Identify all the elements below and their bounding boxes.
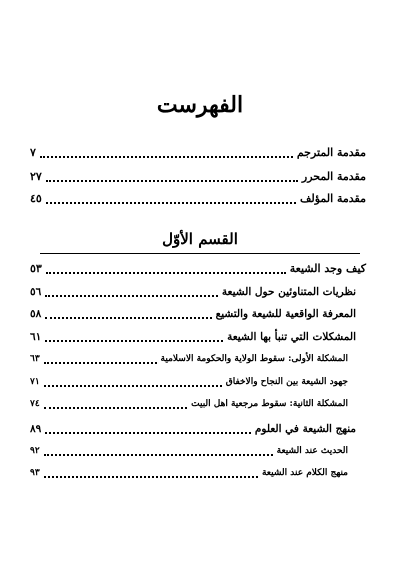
- dot-leader: [44, 362, 157, 364]
- dot-leader: [44, 454, 273, 456]
- toc-page-number: ٧٤: [30, 399, 40, 409]
- toc-entry: [30, 192, 366, 205]
- toc-entry: [30, 170, 366, 183]
- toc-page-number: ٦٣: [30, 354, 40, 364]
- dot-leader: [44, 407, 187, 409]
- toc-page-number: ٥٦: [30, 286, 42, 298]
- toc-page-number: ٥٣: [30, 262, 42, 275]
- toc-entry: [30, 354, 348, 364]
- toc-entry-label: الحديث عند الشيعة: [276, 446, 348, 456]
- toc-entry: [30, 468, 348, 478]
- toc-page-number: ٩٢: [30, 446, 40, 456]
- toc-entry-label: المشكلة الأولى: سقوط الولاية والحكومة الاسلامية: [160, 354, 348, 364]
- toc-page-number: ٩٣: [30, 468, 40, 478]
- toc-entry-label: مقدمة المترجم: [296, 146, 366, 159]
- dot-leader: [40, 156, 293, 158]
- dot-leader: [46, 202, 296, 204]
- toc-entry: [30, 286, 356, 298]
- dot-leader: [46, 272, 286, 274]
- dot-leader: [45, 340, 223, 342]
- toc-entry-label: مقدمة المؤلف: [299, 192, 366, 205]
- toc-page-number: ٤٥: [30, 192, 42, 205]
- toc-entry-label: المشكلات التي تنبأ بها الشيعة: [227, 331, 356, 343]
- toc-entry-label: المشكلة الثانية: سقوط مرجعية اهل البيت: [191, 399, 348, 409]
- toc-entry: [30, 377, 348, 387]
- toc-entry-label: مقدمة المحرر: [301, 170, 366, 183]
- toc-entry: [30, 399, 348, 409]
- dot-leader: [45, 317, 211, 319]
- toc-page-number: ٢٧: [30, 170, 42, 183]
- dot-leader: [45, 295, 218, 297]
- toc-entry-label: منهج الشيعة في العلوم: [254, 423, 356, 435]
- dot-leader: [45, 432, 251, 434]
- toc-entry: [30, 146, 366, 159]
- toc-entry: [30, 262, 366, 275]
- toc-entry: [30, 331, 356, 343]
- toc-page-number: ٦١: [30, 331, 42, 343]
- dot-leader: [46, 180, 298, 182]
- toc-entry: [30, 446, 348, 456]
- toc-page-number: ٨٩: [30, 423, 42, 435]
- page-title: الفهرست: [156, 92, 244, 118]
- toc-entry-label: المعرفة الواقعية للشيعة والتشيع: [215, 308, 356, 320]
- toc-entry-label: منهج الكلام عند الشيعة: [261, 468, 348, 478]
- section-title: القسم الأوّل: [162, 230, 238, 248]
- dot-leader: [44, 385, 222, 387]
- toc-entry-label: نظريات المتناوئين حول الشيعة: [221, 286, 356, 298]
- toc-entry-label: كيف وجد الشيعة: [289, 262, 366, 275]
- toc-entry: [30, 308, 356, 320]
- toc-page-number: ٧: [30, 146, 36, 159]
- toc-page-number: ٥٨: [30, 308, 42, 320]
- dot-leader: [44, 476, 258, 478]
- toc-entry-label: جهود الشيعة بين النجاح والاخفاق: [225, 377, 348, 387]
- toc-entry: [30, 423, 356, 435]
- section-divider: [40, 253, 360, 254]
- toc-page-number: ٧١: [30, 377, 40, 387]
